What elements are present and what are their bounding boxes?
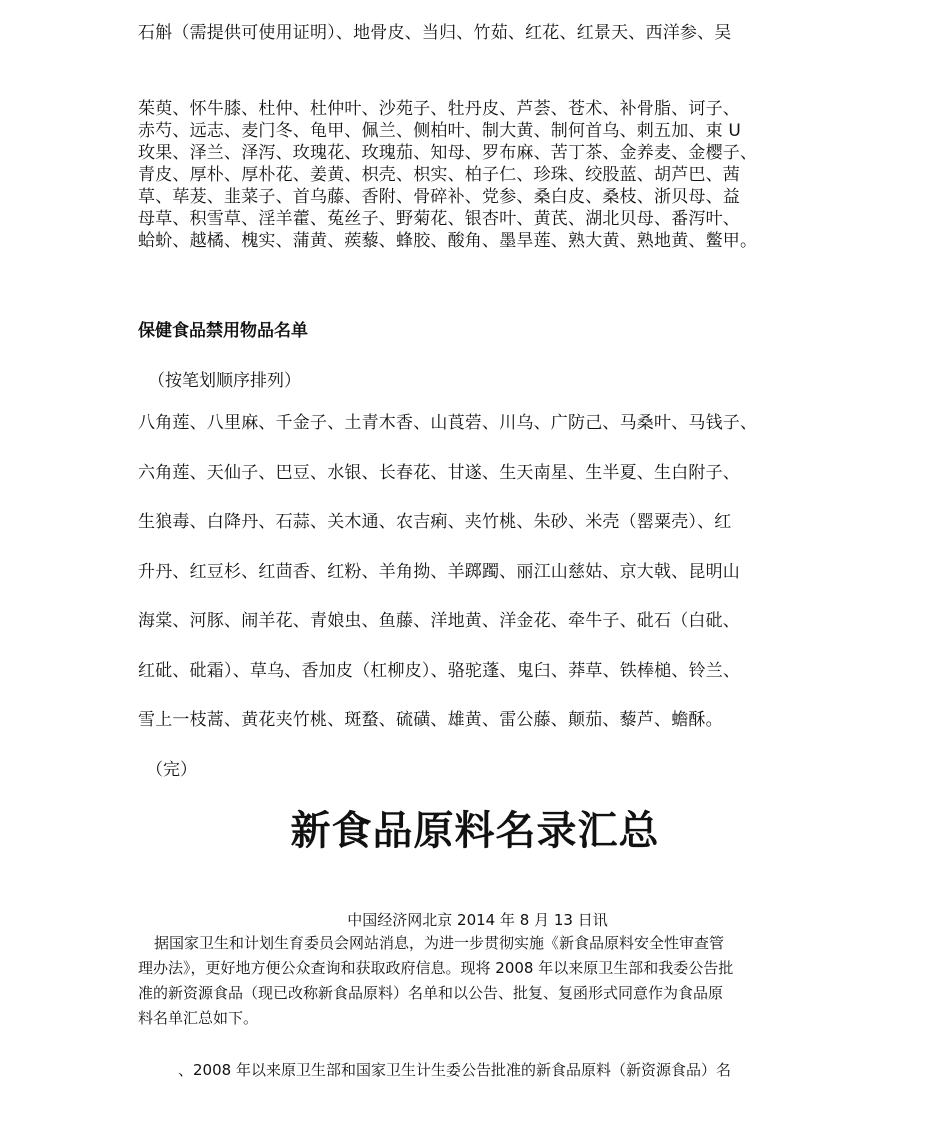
paragraph-line: 玫果、泽兰、泽泻、玫瑰花、玫瑰茄、知母、罗布麻、苦丁茶、金养麦、金樱子、 bbox=[138, 143, 758, 163]
paragraph-line: 海棠、河豚、闹羊花、青娘虫、鱼藤、洋地黄、洋金花、牵牛子、砒石（白砒、 bbox=[138, 611, 740, 631]
paragraph-line: 蛤蚧、越橘、槐实、蒲黄、蒺藜、蜂胶、酸角、墨旱莲、熟大黄、熟地黄、鳖甲。 bbox=[138, 231, 758, 251]
article-intro-paragraph bbox=[138, 931, 818, 1031]
end-mark: （完） bbox=[146, 760, 197, 780]
paragraph-line: 据国家卫生和计划生育委员会网站消息，为进一步贯彻实施《新食品原料安全性审查管 bbox=[154, 934, 725, 952]
paragraph-line: 母草、积雪草、淫羊藿、菟丝子、野菊花、银杏叶、黄芪、湖北贝母、番泻叶、 bbox=[138, 209, 740, 229]
article-dateline: 中国经济网北京 2014 年 8 月 13 日讯 bbox=[347, 911, 608, 929]
list-section-heading: 、2008 年以来原卫生部和国家卫生计生委公告批准的新食品原料（新资源食品）名 bbox=[178, 1061, 731, 1079]
paragraph-line: 青皮、厚朴、厚朴花、姜黄、枳壳、枳实、柏子仁、珍珠、绞股蓝、胡芦巴、茜 bbox=[138, 165, 740, 185]
paragraph-line: 茱萸、怀牛膝、杜仲、杜仲叶、沙苑子、牡丹皮、芦荟、苍术、补骨脂、诃子、 bbox=[138, 99, 740, 119]
ordering-note: （按笔划顺序排列） bbox=[148, 371, 301, 391]
paragraph-line: 准的新资源食品（现已改称新食品原料）名单和以公告、批复、复函形式同意作为食品原 bbox=[138, 984, 724, 1002]
paragraph-line: 六角莲、天仙子、巴豆、水银、长春花、甘遂、生天南星、生半夏、生白附子、 bbox=[138, 462, 740, 483]
banned-list-paragraph bbox=[138, 412, 838, 759]
paragraph-line: 雪上一枝蒿、黄花夹竹桃、斑蝥、硫磺、雄黄、雷公藤、颠茄、藜芦、蟾酥。 bbox=[138, 710, 723, 730]
paragraph-line: 料名单汇总如下。 bbox=[138, 1009, 259, 1027]
paragraph-line: 理办法》，更好地方便公众查询和获取政府信息。现将 2008 年以来原卫生部和我委公告批 bbox=[138, 959, 734, 977]
paragraph-line: 生狼毒、白降丹、石蒜、关木通、农吉痢、夹竹桃、朱砂、米壳（罂粟壳）、红 bbox=[138, 512, 732, 532]
paragraph-line: 升丹、红豆杉、红茴香、红粉、羊角拗、羊踯躅、丽江山慈姑、京大戟、昆明山 bbox=[138, 561, 740, 582]
continuation-first-line: 石斛（需提供可使用证明）、地骨皮、当归、竹茹、红花、红景天、西洋参、吴 bbox=[138, 23, 732, 43]
section-heading-banned-list: 保健食品禁用物品名单 bbox=[138, 321, 308, 341]
paragraph-line: 八角莲、八里麻、千金子、土青木香、山莨菪、川乌、广防己、马桑叶、马钱子、 bbox=[138, 413, 758, 433]
paragraph-line: 赤芍、远志、麦门冬、龟甲、佩兰、侧柏叶、制大黄、制何首乌、刺五加、束 U bbox=[138, 121, 742, 141]
article-title: 新食品原料名录汇总 bbox=[290, 809, 660, 853]
ingredient-list-paragraph bbox=[138, 98, 838, 252]
paragraph-line: 草、荜茇、韭菜子、首乌藤、香附、骨碎补、党参、桑白皮、桑枝、浙贝母、益 bbox=[138, 187, 740, 207]
paragraph-line: 红砒、砒霜）、草乌、香加皮（杠柳皮）、骆驼蓬、鬼臼、莽草、铁棒槌、铃兰、 bbox=[138, 660, 741, 681]
